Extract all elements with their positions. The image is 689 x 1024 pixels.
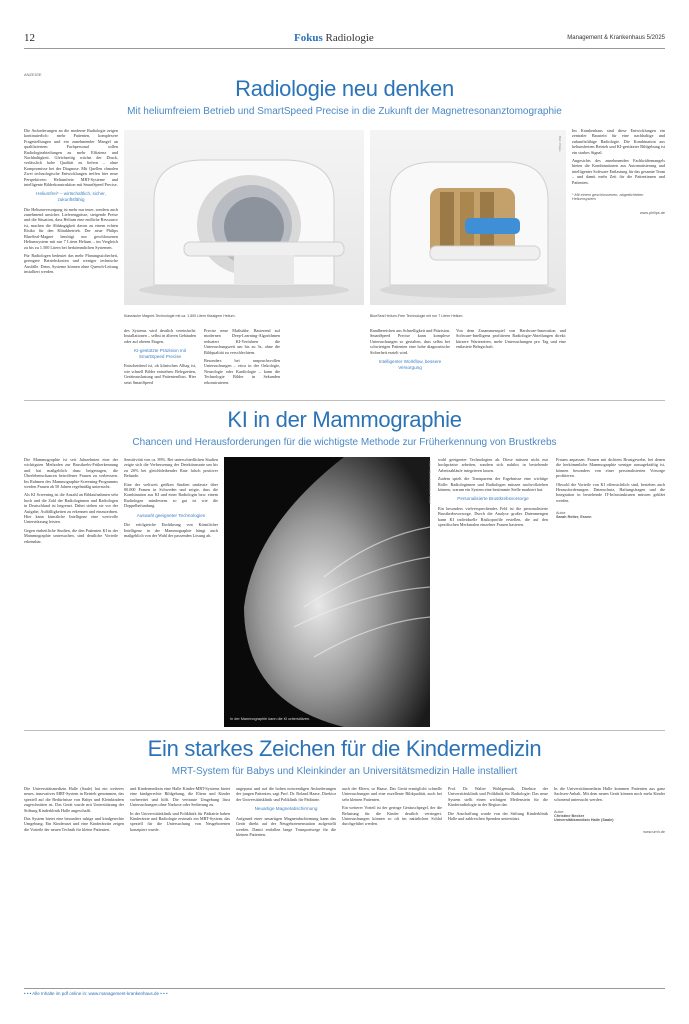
paragraph: wohl geeigneter Technologien ab. Diese müssen nicht nur hochpräzise arbeiten, sondern sich nahtlos in bestehende Arbeitsabläufe integrieren lassen. bbox=[438, 457, 548, 473]
mammogram-illustration bbox=[224, 457, 430, 727]
subheading: Neuartige Magnetabschirmung bbox=[254, 806, 318, 812]
text-column bbox=[204, 328, 280, 385]
paragraph: Im Krankenhaus sind diese Entwicklungen ein zentraler Baustein für eine nachhaltige und zukunftsfähige Radiologie. Die Kombination aus heliumfreiem Betrieb und KI-gestützter Bildgebung ist ein starkes Signal. bbox=[572, 128, 665, 155]
article-title: Radiologie neu denken bbox=[235, 76, 454, 101]
footer-rule bbox=[24, 988, 665, 989]
paragraph: Prof. Dr. Walter Wohlgemuth, Direktor der Universitätsklinik und Poliklinik für Radiologie: Das neue System stellt einen wichtigen Meilenstein für die Kinderradiologie in der Region dar. bbox=[448, 786, 548, 808]
header-rule bbox=[24, 48, 665, 49]
section-name: Fokus bbox=[294, 32, 323, 44]
paragraph: Precise neue Maßstäbe. Basierend auf modernen Deep-Learning-Algorithmen reduziert KI-Verfahren die Untersuchungszeit um bis zu 3x, ohne die Bildqualität zu verschlechtern. bbox=[204, 328, 280, 355]
text-column bbox=[24, 457, 118, 544]
paragraph: des Systems wird deutlich vereinfacht: Installationen – selbst in älteren Gebäuden oder auf oberen Etagen. bbox=[124, 328, 196, 344]
section-topic: Radiologie bbox=[325, 32, 374, 44]
text-column bbox=[438, 457, 548, 528]
subheading: KI-gestützte Präzision mit SmartSpeed Precise bbox=[133, 348, 187, 359]
paragraph: Sensitivität von ca. 89%. Bei unterschiedlichen Studien zeigte sich die Verbesserung der Detektionsrate um bis zu 20% bei gleichbleibender Rate falsch positiver Befunde. bbox=[124, 457, 218, 479]
subheading: Auswahl geeigneter Technologien bbox=[136, 512, 206, 518]
author-label: Autor: bbox=[556, 511, 567, 516]
text-column bbox=[342, 786, 442, 827]
text-column bbox=[556, 457, 665, 519]
paragraph: Randbereichen aus Schnelligkeit und Präzision. SmartSpeed Precise kann komplexe Untersuchungen so gestalten, dass selbst bei schwierigen Patienten eine hohe diagnostische Sicherheit erzielt wird. bbox=[370, 328, 450, 355]
image-credit: Bild: Philips bbox=[558, 136, 562, 152]
mri-scanner-illustration bbox=[124, 130, 364, 305]
article-link[interactable]: www.umh.de bbox=[643, 830, 665, 835]
paragraph: angepasst und auf die hohen notwendigen Anforderungen der jungen Patienten, sagt Prof. Dr. Roland Haase, Direktor der Universitätsklinik und Poliklinik für Pädiatrie. bbox=[236, 786, 336, 802]
text-column bbox=[448, 786, 548, 821]
subheading: Heliumfrei* – wirtschaftlich, sicher, zukunftsfähig bbox=[36, 191, 106, 203]
paragraph: Eine der weltweit größten Studien umfasste über 80.000 Frauen in Schweden und zeigte, dass die Kombination aus KI und einer Radiologin bzw. einem Radiologen mindestens so gut ist wie die Doppelbefundung. bbox=[124, 481, 218, 509]
image-credit: Foto: Universitätsklinikum Essen bbox=[428, 461, 432, 505]
subheading: Personalisierte Brustkrebsvorsorge bbox=[457, 496, 529, 502]
text-column bbox=[124, 457, 218, 538]
paragraph: Entscheidend ist, ob klinischen Alltag ist, wie schnell Bilder entstehen: Belegzeiten, Geräteauslastung und Patientenfluss. Hier setzt SmartSpeed bbox=[124, 363, 196, 385]
text-column bbox=[554, 786, 665, 834]
article-title: KI in der Mammographie bbox=[227, 407, 462, 432]
author-name: Sarah Reiter, Essen bbox=[556, 515, 592, 520]
paragraph: Angesichts des zunehmenden Fachkräftemangels bieten die Kombinationen aus Automatisierung und intelligenter Software Entlastung für das gesamte Team – und damit mehr Zeit für die Patientinnen und Patienten. bbox=[572, 158, 665, 185]
article-link[interactable]: www.philips.de bbox=[639, 211, 665, 216]
text-column bbox=[236, 786, 336, 837]
paragraph: Das System bietet eine besonders ruhige und kindgerechte Umgebung. Ein Kinderarzt und eine Kinderärztin zeigen die Vorteile der neuen Technik für kleine Patienten. bbox=[24, 816, 124, 832]
paragraph: Als KI Screening ist die Anzahl an Bildaufnahmen sehr hoch und die Zahl der Radiologinnen und Radiologen in Deutschland ist begrenzt. Dabei stehen sie vor der Aufgabe, Auffälligkeiten zu erkennen und einzuordnen. Hier kann künstliche Intelligenz eine wertvolle Unterstützung leisten. bbox=[24, 492, 118, 525]
page-number: 12 bbox=[24, 32, 35, 44]
paragraph: Die erfolgreiche Einführung von Künstlicher Intelligenz in der Mammographie hängt auch maßgeblich von der Wahl der passenden Lösung ab. bbox=[124, 522, 218, 539]
paragraph: Für Radiologen bedeutet das mehr Planungssicherheit, geringere Betriebskosten und weniger technische Ausfälle. Denn, Systeme können ohne Quench-Leitung installiert werden. bbox=[24, 252, 118, 275]
section-divider bbox=[24, 730, 665, 731]
author-name: Christine Becker bbox=[554, 814, 585, 819]
paragraph: Aufgrund einer neuartigen Magnetabschirmung kann das Gerät direkt auf der Neugeborenenstation aufgestellt werden. Damit entfallen lange Transportwege für die kleinen Patienten. bbox=[236, 815, 336, 838]
paragraph: Obwohl die Vorteile von KI offensichtlich sind, bestehen auch Herausforderungen. Datenschutz, Haftungsfragen und die Integration in bestehende IT-Infrastrukturen müssen geklärt werden. bbox=[556, 481, 665, 503]
text-column bbox=[130, 786, 230, 832]
mri-image-blueseal bbox=[370, 130, 566, 305]
paragraph: Von dem Zusammenspiel von Hardware-Innovation und Software-Intelligenz profitieren Radiologie-Abteilungen direkt: kürzere Wartezeiten, mehr Untersuchungen pro Tag und eine entlastete Belegschaft. bbox=[456, 328, 566, 350]
paragraph: auch der Eltern, so Haase. Das Gerät ermöglicht schnelle Untersuchungen und eine exzellente Bildqualität, auch bei sehr kleinen Patienten. bbox=[342, 786, 442, 802]
paragraph: In der Universitätsklinik und Poliklinik für Pädiatrie haben Kinderärzte und Radiologie erstmals ein MRT-System, das speziell für die Untersuchung von Neugeborenen konzipiert wurde. bbox=[130, 810, 230, 832]
mri-image-classic bbox=[124, 130, 364, 305]
article-kindermedizin bbox=[24, 734, 665, 984]
article-subtitle: Mit heliumfreiem Betrieb und SmartSpeed Precise in die Zukunft der Magnetresonanztomographie bbox=[127, 106, 562, 117]
text-column bbox=[24, 786, 124, 832]
paragraph: Die Heliumversorgung ist mehr nur teuer, sondern auch zunehmend unsicher. Lieferengpässe, steigende Preise und die Situation, dass Helium eine endliche Ressource ist, machen die Abhängigkeit davon zu einem echten Risiko für den Klinikbetrieb. Der neue Philips BlueSeal-Magnet benötigt nur geschlossenen Heliumsystem mit nur 7 Litern Helium – im Vergleich zu bis zu 1.500 Litern bei herkömmlichen Systemen. bbox=[24, 206, 118, 250]
subheading: Intelligenter Workflow, bessere Versorgung bbox=[378, 359, 442, 370]
paragraph: Frauen anpassen. Frauen mit dichtem Brustgewebe, bei denen die herkömmliche Mammographie weniger aussagekräftig ist, können besonders von einer personalisierten Vorsorge profitieren. bbox=[556, 457, 665, 479]
paragraph: Zudem spielt die Transparenz der Ergebnisse eine wichtige Rolle: Radiologinnen und Radiologen müssen nachvollziehen können, warum ein System eine bestimmte Stelle markiert hat. bbox=[438, 476, 548, 493]
footnote: * Mit einem geschlossenen, abgedichteten Heliumsystem bbox=[572, 193, 644, 202]
text-column bbox=[456, 328, 566, 350]
paragraph: Gegen einheitliche Studien, die den Patienten KI in der Mammographie untersuchen, sind deutliche Vorteile erkennbar. bbox=[24, 527, 118, 544]
article-mammographie bbox=[24, 405, 665, 730]
ad-tag: ANZEIGE bbox=[24, 72, 42, 77]
paragraph: Die Anschaffung wurde von der Stiftung Kinderklinik Halle und zahlreichen Spenden unterstützt. bbox=[448, 810, 548, 822]
text-column bbox=[124, 328, 196, 385]
publication-name: Management & Krankenhaus 5/2025 bbox=[567, 35, 665, 41]
image-caption: BlueSeal Helium-Free Technologie mit nur 7 Litern Helium. bbox=[370, 314, 464, 318]
author-label: Autor: bbox=[554, 810, 565, 815]
article-subtitle: Chancen und Herausforderungen für die wichtigste Methode zur Früherkennung von Brustkrebs bbox=[132, 437, 557, 448]
section-divider bbox=[24, 400, 665, 401]
image-caption: Klassische Magnet-Technologie mit ca. 1.500 Litern flüssigem Helium. bbox=[124, 314, 236, 318]
page-header bbox=[24, 30, 665, 50]
mri-scanner-cutaway-illustration bbox=[370, 130, 566, 305]
paragraph: Ein weiterer Vorteil ist der geringe Geräuschpegel, der die Belastung für die Kinder deutlich verringert. Untersuchungen können so oft im natürlichen Schlaf durchgeführt werden. bbox=[342, 805, 442, 827]
text-column bbox=[24, 128, 118, 275]
article-radiologie bbox=[24, 70, 665, 400]
text-column bbox=[370, 328, 450, 374]
text-column bbox=[572, 128, 665, 215]
paragraph: Die Anforderungen an die moderne Radiologie zeigen kontinuierlich: mehr Patienten, komplexere Fragestellungen und ein zunehmender Mangel an qualifiziertem Fachpersonal sollen Radiologieabteilungen zu mehr Effizienz und Nachhaltigkeit. Gleichzeitig wächst der Druck, verlässlich hohe Qualität zu liefern – ohne Kompromisse bei der Diagnose. Mit Quellen chmalen Zwei technologische Entwicklungen treffen hier neue Perspektiven: Heliumfreie MRT-Systeme und intelligente Bildrekonstruktion mit SmartSpeed Precise. bbox=[24, 128, 118, 188]
paragraph: Die Mammographie ist seit Jahrzehnten eine der wichtigsten Methoden zur Brustkrebs-Früherkennung und hat maßgeblich dazu beigetragen, die Überlebenschancen betroffener Frauen zu verbessern. Im Rahmen des Mammographie-Screening-Programms werden Frauen ab 50 Jahren regelmäßig untersucht. bbox=[24, 457, 118, 490]
paragraph: Ein besonders vielversprechendes Feld ist die personalisierte Brustkrebsvorsorge. Durch die Analyse großer Datenmengen kann KI individuelle Risikoprofile erstellen, die auf den spezifischen Merkmalen einzelner Frauen basieren. bbox=[438, 506, 548, 528]
mammography-image bbox=[224, 457, 430, 727]
footer-note: • • • Alle Inhalte im pdf online in: www.management-krankenhaus.de • • • bbox=[24, 991, 168, 996]
image-caption: In der Mammographie kann die KI unterstützen. bbox=[230, 717, 311, 721]
author-org: Universitätsmedizin Halle (Saale) bbox=[554, 818, 614, 823]
article-title: Ein starkes Zeichen für die Kindermedizin bbox=[147, 736, 542, 761]
article-subtitle: MRT-System für Babys und Kleinkinder an Universitätsmedizin Halle installiert bbox=[171, 766, 518, 777]
paragraph: Die Universitätsmedizin Halle (Saale) hat ein weiteres neues, innovatives MRT-System in Betrieb genommen, das speziell auf die Bedürfnisse von Babys und Kleinkindern zugeschnitten ist. Das Gerät wurde mit Unterstützung der Stiftung Kinderklinik Halle angeschafft. bbox=[24, 786, 124, 813]
paragraph: und Kindermedizin eine Halle Kinder-MRT-Systems bietet eine kindgerechte Bildgebung, die Eltern und Kinder vorbereitet und hilft. Die vertraute Umgebung lässt Untersuchungen ohne Narkose oder Sedierung zu. bbox=[130, 786, 230, 808]
paragraph: In die Universitätsmedizin Halle kommen Patienten aus ganz Sachsen-Anhalt. Mit dem neuen Gerät können noch mehr Kinder schonend untersucht werden. bbox=[554, 786, 665, 802]
paragraph: Besonders bei anspruchsvollen Untersuchungen – etwa in der Onkologie, Neurologie oder Kardiologie – kann die Technologie Bilder in Sekunden rekonstruieren. bbox=[204, 358, 280, 385]
